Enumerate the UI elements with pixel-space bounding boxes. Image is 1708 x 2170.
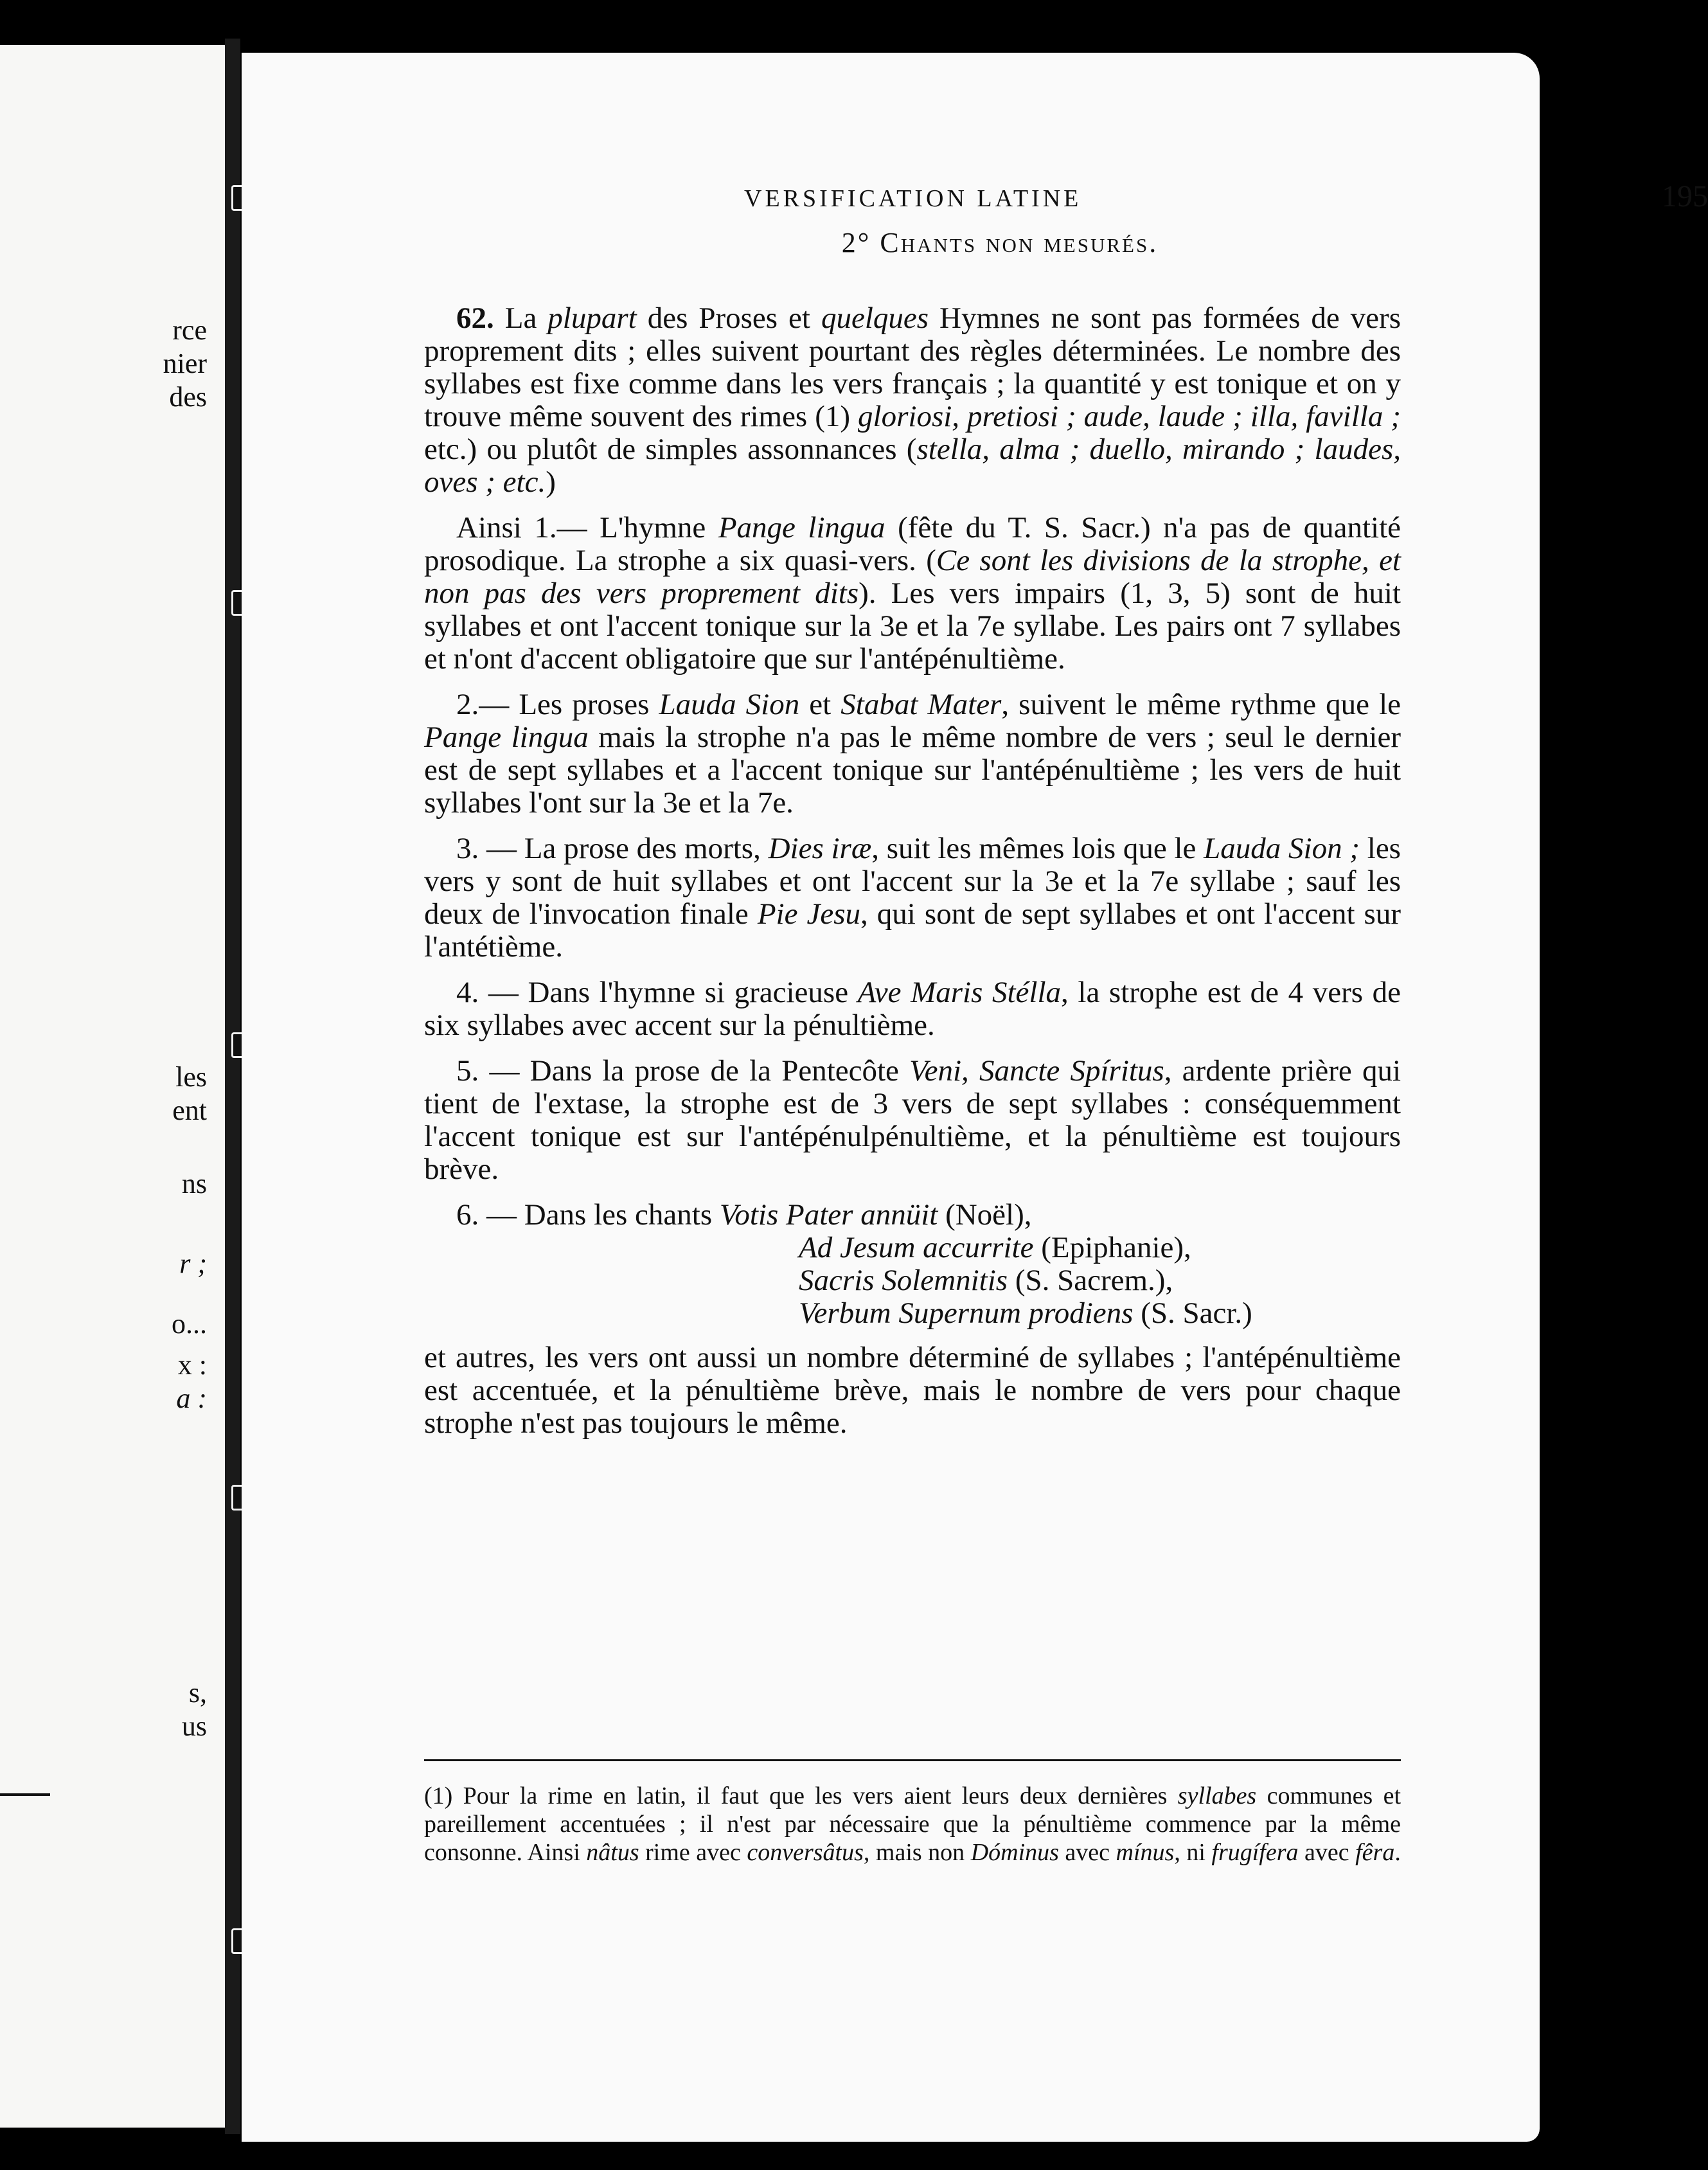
right-page bbox=[242, 53, 1708, 2142]
section-heading: 2° Chants non mesurés. bbox=[841, 227, 1159, 258]
italic-run: Dies iræ bbox=[768, 832, 872, 865]
chant-title: Ad Jesum accurrite bbox=[799, 1231, 1034, 1264]
chant-title: Sacris Solemnitis bbox=[799, 1264, 1008, 1297]
footnote bbox=[424, 1782, 1401, 1867]
italic-run: Pange lingua bbox=[424, 721, 589, 754]
paragraph-5 bbox=[424, 1055, 1401, 1186]
left-fragment: nier bbox=[163, 348, 207, 379]
paragraph-62 bbox=[424, 302, 1401, 499]
italic-run: quelques bbox=[821, 301, 929, 335]
text-run: , la strophe est de 4 vers de six syllabes avec accent sur la pénultième. bbox=[424, 976, 1401, 1042]
text-run: et bbox=[799, 688, 841, 721]
text-run: des Proses et bbox=[636, 301, 821, 335]
text-run: Ainsi 1.— L'hymne bbox=[456, 511, 718, 544]
chant-line bbox=[799, 1297, 1401, 1330]
italic-run: frugífera bbox=[1211, 1839, 1299, 1866]
text-run: (fête du T. S. Sacr.) n'a pas de quantité prosodique. La strophe a six quasi-vers. ( bbox=[424, 511, 1401, 577]
text-run: , qui sont de sept syllabes et ont l'accent sur l'antétième. bbox=[424, 897, 1401, 964]
paragraph-number: 62. bbox=[456, 301, 494, 335]
left-fragment: ns bbox=[181, 1168, 207, 1199]
chant-note: (S. Sacrem.), bbox=[1008, 1264, 1173, 1297]
left-fragment: o... bbox=[172, 1308, 207, 1340]
italic-run: Lauda Sion bbox=[659, 688, 800, 721]
text-run: . bbox=[1394, 1839, 1401, 1866]
italic-run: Stabat Mater bbox=[841, 688, 1002, 721]
italic-run: Veni, Sancte Spíritus bbox=[909, 1054, 1164, 1088]
italic-run: Ce sont les divisions de la strophe, et non pas des vers proprement dits bbox=[424, 544, 1401, 610]
text-run: (1) Pour la rime en latin, il faut que les vers aient leurs deux dernières bbox=[424, 1782, 1178, 1809]
text-run: Hymnes ne sont pas formées de vers proprement dits ; elles suivent pourtant des règles déterminées. Le nombre des syllabes est fixe comme dans les vers français ; la quantité y est tonique et on y trouve même souvent des rimes (1) bbox=[424, 301, 1401, 433]
paragraph-2 bbox=[424, 688, 1401, 820]
text-run: La bbox=[494, 301, 548, 335]
left-fragment: x : bbox=[177, 1349, 207, 1381]
italic-run: Lauda Sion ; bbox=[1204, 832, 1360, 865]
text-run: , mais non bbox=[863, 1839, 971, 1866]
chant-title: Verbum Supernum prodiens bbox=[799, 1296, 1134, 1330]
italic-run: conversâtus bbox=[747, 1839, 864, 1866]
italic-run: stella, alma ; duello, mirando ; laudes, oves ; etc. bbox=[424, 433, 1401, 499]
chant-title: Votis Pater annüit bbox=[719, 1198, 938, 1232]
chant-note: (Noël), bbox=[938, 1198, 1032, 1232]
text-run: ) bbox=[546, 465, 556, 499]
text-run: , ardente prière qui tient de l'extase, la strophe est de 3 vers de sept syllabes : conséquemment l'accent tonique est sur l'antépénulpénultième, et la pénultième est toujours brève. bbox=[424, 1054, 1401, 1186]
running-title: VERSIFICATION LATINE bbox=[744, 185, 1082, 212]
footnote-rule bbox=[424, 1759, 1401, 1761]
page-number: 195 bbox=[1662, 179, 1708, 213]
text-run: rime avec bbox=[639, 1839, 747, 1866]
chant-note: (S. Sacr.) bbox=[1133, 1296, 1252, 1330]
italic-run: Pange lingua bbox=[718, 511, 885, 544]
italic-run: plupart bbox=[547, 301, 637, 335]
left-fragment: des bbox=[169, 381, 207, 413]
text-run: avec bbox=[1298, 1839, 1356, 1866]
chant-list bbox=[424, 1232, 1401, 1330]
paragraph-3 bbox=[424, 832, 1401, 964]
italic-run: syllabes bbox=[1177, 1782, 1257, 1809]
running-head bbox=[744, 179, 1708, 214]
italic-run: Ave Maris Stélla bbox=[857, 976, 1062, 1009]
left-fragment: r ; bbox=[179, 1248, 207, 1279]
body-text bbox=[424, 302, 1401, 1453]
book-gutter bbox=[225, 39, 240, 2134]
italic-run: fêra bbox=[1355, 1839, 1395, 1866]
text-run: ). Les vers impairs (1, 3, 5) sont de huit syllabes et ont l'accent tonique sur la 3e et la 7e syllabe. Les pairs ont 7 syllabes et n'ont d'accent obligatoire que sur l'antépénultième. bbox=[424, 577, 1401, 676]
text-run: 5. — Dans la prose de la Pentecôte bbox=[456, 1054, 910, 1088]
text-run: 4. — Dans l'hymne si gracieuse bbox=[456, 976, 858, 1009]
text-run: 2.— Les proses bbox=[456, 688, 659, 721]
left-fragment: les bbox=[175, 1061, 207, 1093]
text-run: 6. — Dans les chants bbox=[456, 1198, 720, 1232]
paragraph-1 bbox=[424, 512, 1401, 676]
text-run: les vers y sont de huit syllabes et ont l'accent sur la 3e et la 7e syllabe ; sauf les deux de l'invocation finale bbox=[424, 832, 1401, 931]
italic-run: mínus bbox=[1116, 1839, 1175, 1866]
chant-line bbox=[799, 1232, 1401, 1264]
chant-note: (Epiphanie), bbox=[1033, 1231, 1191, 1264]
paragraph-6-conclusion: et autres, les vers ont aussi un nombre déterminé de syllabes ; l'antépénultième est accentuée, et la pénultième brève, mais le nombre de vers pour chaque strophe n'est pas toujours le même. bbox=[424, 1341, 1401, 1440]
text-run: , suit les mêmes lois que le bbox=[871, 832, 1204, 865]
left-footnote-rule bbox=[0, 1793, 50, 1796]
left-fragment: ent bbox=[172, 1095, 207, 1126]
text-run: , ni bbox=[1174, 1839, 1212, 1866]
text-run: communes et pareillement accentuées ; il n'est par nécessaire que la pénultième commence par la même consonne. Ainsi bbox=[424, 1782, 1401, 1866]
italic-run: nâtus bbox=[586, 1839, 639, 1866]
paragraph-6-intro bbox=[424, 1199, 1401, 1232]
text-run: , suivent le même rythme que le bbox=[1001, 688, 1401, 721]
italic-run: Dóminus bbox=[970, 1839, 1059, 1866]
left-fragment: us bbox=[181, 1710, 207, 1742]
text-run: mais la strophe n'a pas le même nombre de vers ; seul le dernier est de sept syllabes et a l'accent tonique sur l'antépénultième ; les vers de huit syllabes l'ont sur la 3e et la 7e. bbox=[424, 721, 1401, 820]
italic-run: gloriosi, pretiosi ; aude, laude ; illa, favilla ; bbox=[858, 400, 1401, 433]
text-run: 3. — La prose des morts, bbox=[456, 832, 769, 865]
paragraph-4 bbox=[424, 976, 1401, 1042]
left-fragment: s, bbox=[188, 1677, 207, 1708]
text-run: etc.) ou plutôt de simples assonnances ( bbox=[424, 433, 917, 466]
text-run: avec bbox=[1058, 1839, 1116, 1866]
chant-line bbox=[799, 1264, 1401, 1297]
italic-run: Pie Jesu bbox=[757, 897, 860, 931]
left-page-fragment bbox=[0, 45, 225, 2128]
left-fragment: a : bbox=[176, 1383, 207, 1414]
left-fragment: rce bbox=[172, 314, 207, 346]
